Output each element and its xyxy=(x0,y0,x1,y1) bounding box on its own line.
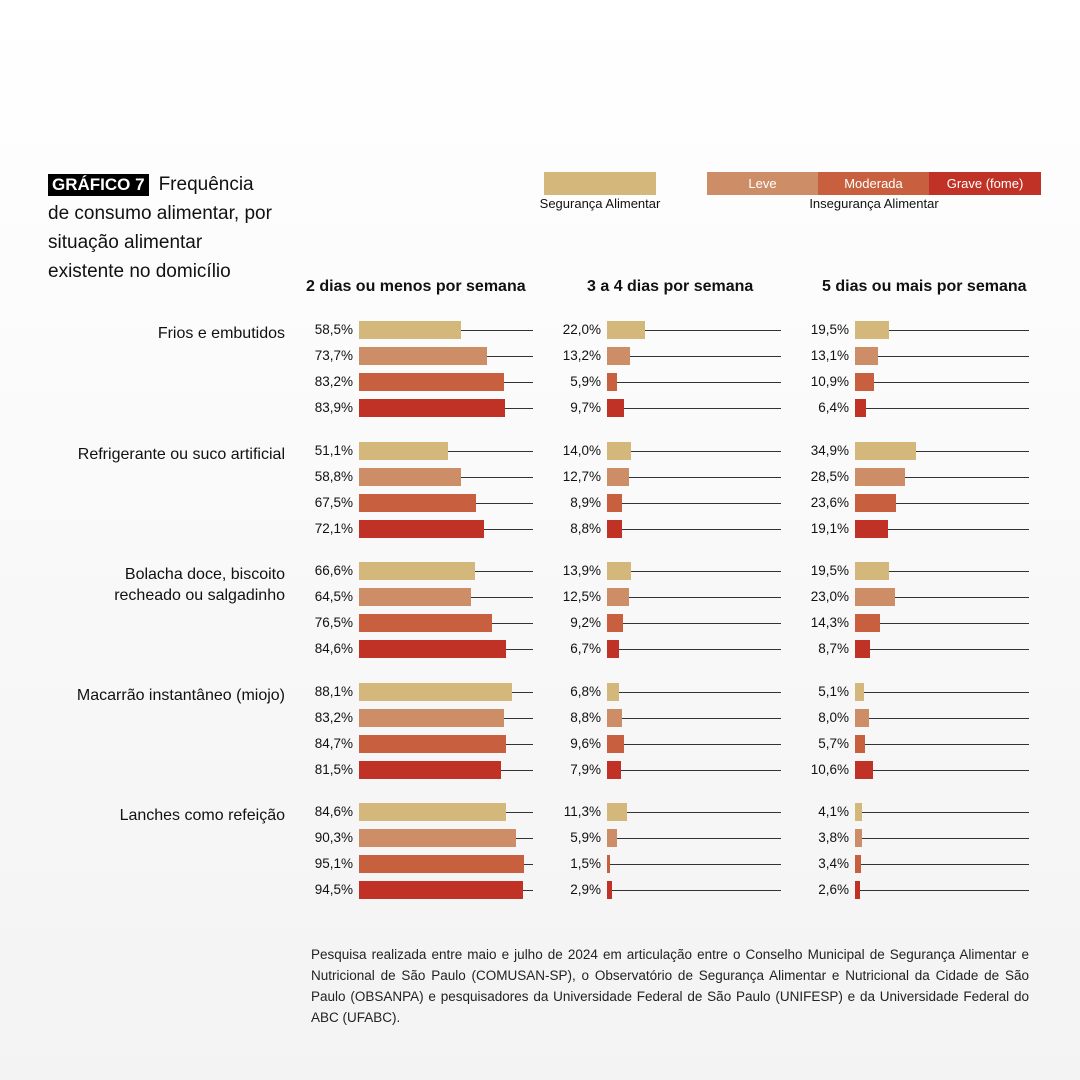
data-label: 6,7% xyxy=(570,641,601,656)
data-label: 28,5% xyxy=(810,469,849,484)
data-label: 34,9% xyxy=(810,443,849,458)
data-label: 19,5% xyxy=(810,563,849,578)
data-label: 10,6% xyxy=(810,762,849,777)
bar xyxy=(855,803,862,821)
data-label: 51,1% xyxy=(314,443,353,458)
bar-baseline xyxy=(607,503,781,504)
data-label: 83,2% xyxy=(314,374,353,389)
bar-baseline xyxy=(607,356,781,357)
data-label: 94,5% xyxy=(314,882,353,897)
bar-baseline xyxy=(607,408,781,409)
bar xyxy=(607,614,623,632)
bar xyxy=(607,855,610,873)
data-label: 64,5% xyxy=(314,589,353,604)
data-label: 9,2% xyxy=(570,615,601,630)
data-label: 14,3% xyxy=(810,615,849,630)
bar-baseline xyxy=(607,692,781,693)
data-label: 88,1% xyxy=(314,684,353,699)
bar-baseline xyxy=(855,718,1029,719)
bar xyxy=(359,735,506,753)
category-label: Macarrão instantâneo (miojo) xyxy=(76,687,285,704)
bar-baseline xyxy=(855,692,1029,693)
data-label: 73,7% xyxy=(314,348,353,363)
bar xyxy=(855,442,916,460)
bar xyxy=(607,347,630,365)
bar xyxy=(607,803,627,821)
bar xyxy=(607,399,624,417)
bar xyxy=(607,881,612,899)
legend-inseguranca-caption: Insegurança Alimentar xyxy=(809,196,939,211)
data-label: 95,1% xyxy=(314,856,353,871)
bar xyxy=(359,520,484,538)
bar xyxy=(855,709,869,727)
data-label: 2,6% xyxy=(818,882,849,897)
data-label: 67,5% xyxy=(314,495,353,510)
data-label: 1,5% xyxy=(570,856,601,871)
data-label: 2,9% xyxy=(570,882,601,897)
bar xyxy=(359,709,504,727)
data-label: 72,1% xyxy=(314,521,353,536)
bar-baseline xyxy=(855,744,1029,745)
bar xyxy=(855,683,864,701)
data-label: 83,2% xyxy=(314,710,353,725)
data-label: 12,5% xyxy=(562,589,601,604)
bar xyxy=(855,640,870,658)
bar-baseline xyxy=(607,649,781,650)
bar-baseline xyxy=(607,477,781,478)
data-label: 84,7% xyxy=(314,736,353,751)
bar-baseline xyxy=(855,623,1029,624)
data-label: 58,5% xyxy=(314,322,353,337)
bar-baseline xyxy=(607,744,781,745)
bar xyxy=(359,761,501,779)
bar xyxy=(607,829,617,847)
bar xyxy=(607,321,645,339)
data-label: 14,0% xyxy=(562,443,601,458)
chart-title xyxy=(48,170,278,286)
bar xyxy=(855,468,905,486)
panel-header-0: 2 dias ou menos por semana xyxy=(306,278,526,295)
data-label: 8,0% xyxy=(818,710,849,725)
bar xyxy=(359,614,492,632)
data-label: 3,8% xyxy=(818,830,849,845)
bar xyxy=(607,373,617,391)
bar xyxy=(607,683,619,701)
legend-moderada: Moderada xyxy=(818,172,929,195)
data-label: 19,5% xyxy=(810,322,849,337)
data-label: 13,9% xyxy=(562,563,601,578)
bar xyxy=(607,468,629,486)
legend-seguranca-caption: Segurança Alimentar xyxy=(539,196,661,211)
data-label: 3,4% xyxy=(818,856,849,871)
chart-tag: GRÁFICO 7 xyxy=(48,174,149,196)
footnote: Pesquisa realizada entre maio e julho de 2024 em articulação entre o Conselho Municipal de Segurança Alimentar e Nutricional de São Paulo (COMUSAN-SP), o Observatório de Segurança Alimentar e Nutricional da Cidade de São Paulo (OBSANPA) e pesquisadores da Universidade Federal de São Paulo (UNIFESP) e da Universidade Federal do ABC (UFABC). xyxy=(311,947,1029,1025)
bar xyxy=(359,494,476,512)
bar-baseline xyxy=(855,890,1029,891)
bar xyxy=(359,881,523,899)
bar xyxy=(607,562,631,580)
chart-title-text: Frequência de consumo alimentar, por situação alimentar existente no domicílio xyxy=(48,174,272,282)
bar xyxy=(359,803,506,821)
data-label: 8,9% xyxy=(570,495,601,510)
data-label: 6,4% xyxy=(818,400,849,415)
bar xyxy=(855,347,878,365)
bar-baseline xyxy=(855,382,1029,383)
data-label: 23,6% xyxy=(810,495,849,510)
data-label: 8,7% xyxy=(818,641,849,656)
bar xyxy=(359,562,475,580)
bar xyxy=(855,855,861,873)
bar xyxy=(607,735,624,753)
data-label: 84,6% xyxy=(314,804,353,819)
data-label: 4,1% xyxy=(818,804,849,819)
bar xyxy=(359,347,487,365)
category-label: Lanches como refeição xyxy=(119,807,285,824)
bar xyxy=(855,614,880,632)
bar-baseline xyxy=(607,718,781,719)
bar xyxy=(359,683,512,701)
data-label: 7,9% xyxy=(570,762,601,777)
bar-baseline xyxy=(607,890,781,891)
bar xyxy=(359,640,506,658)
bar-baseline xyxy=(607,529,781,530)
data-label: 84,6% xyxy=(314,641,353,656)
bar-baseline xyxy=(855,649,1029,650)
data-label: 76,5% xyxy=(314,615,353,630)
data-label: 8,8% xyxy=(570,710,601,725)
data-label: 90,3% xyxy=(314,830,353,845)
data-label: 6,8% xyxy=(570,684,601,699)
bar-baseline xyxy=(855,812,1029,813)
legend-grave: Grave (fome) xyxy=(929,172,1041,195)
data-label: 9,6% xyxy=(570,736,601,751)
bar-baseline xyxy=(607,571,781,572)
data-label: 22,0% xyxy=(562,322,601,337)
bar xyxy=(607,709,622,727)
legend-seguranca-swatch xyxy=(544,172,656,195)
bar xyxy=(359,468,461,486)
data-label: 58,8% xyxy=(314,469,353,484)
bar xyxy=(359,399,505,417)
bar xyxy=(359,855,524,873)
data-label: 10,9% xyxy=(810,374,849,389)
bar-baseline xyxy=(855,770,1029,771)
bar-baseline xyxy=(607,864,781,865)
bar-baseline xyxy=(855,356,1029,357)
legend-leve: Leve xyxy=(707,172,818,195)
bar xyxy=(855,494,896,512)
bar-baseline xyxy=(607,812,781,813)
bar-baseline xyxy=(607,838,781,839)
bar xyxy=(855,520,888,538)
data-label: 5,9% xyxy=(570,830,601,845)
bar xyxy=(855,735,865,753)
panel-header-2: 5 dias ou mais por semana xyxy=(822,278,1027,295)
bar-baseline xyxy=(855,864,1029,865)
bar xyxy=(359,321,461,339)
bar-baseline xyxy=(607,382,781,383)
bar-baseline xyxy=(607,623,781,624)
bar xyxy=(855,399,866,417)
data-label: 5,7% xyxy=(818,736,849,751)
data-label: 5,9% xyxy=(570,374,601,389)
data-label: 81,5% xyxy=(314,762,353,777)
bar xyxy=(359,588,471,606)
bar xyxy=(855,588,895,606)
bar xyxy=(607,761,621,779)
bar xyxy=(607,442,631,460)
bar-baseline xyxy=(607,770,781,771)
bar xyxy=(855,881,860,899)
data-label: 23,0% xyxy=(810,589,849,604)
data-label: 13,2% xyxy=(562,348,601,363)
bar xyxy=(855,829,862,847)
category-label: Bolacha doce, biscoito recheado ou salgadinho xyxy=(114,566,285,604)
bar-baseline xyxy=(855,838,1029,839)
data-label: 9,7% xyxy=(570,400,601,415)
bar xyxy=(607,588,629,606)
category-label: Refrigerante ou suco artificial xyxy=(77,446,285,463)
bar-baseline xyxy=(607,597,781,598)
bar-baseline xyxy=(607,451,781,452)
bar xyxy=(855,373,874,391)
category-label: Frios e embutidos xyxy=(157,325,285,342)
bar xyxy=(607,640,619,658)
bar xyxy=(607,494,622,512)
data-label: 83,9% xyxy=(314,400,353,415)
data-label: 19,1% xyxy=(810,521,849,536)
data-label: 11,3% xyxy=(563,804,601,819)
bar xyxy=(359,373,504,391)
bar xyxy=(359,829,516,847)
bar xyxy=(855,562,889,580)
bar-baseline xyxy=(855,408,1029,409)
data-label: 13,1% xyxy=(810,348,849,363)
data-label: 5,1% xyxy=(818,684,849,699)
bar xyxy=(855,761,873,779)
bar xyxy=(607,520,622,538)
panel-header-1: 3 a 4 dias por semana xyxy=(587,278,754,295)
data-label: 12,7% xyxy=(562,469,601,484)
bar xyxy=(359,442,448,460)
bar xyxy=(855,321,889,339)
data-label: 66,6% xyxy=(314,563,353,578)
data-label: 8,8% xyxy=(570,521,601,536)
